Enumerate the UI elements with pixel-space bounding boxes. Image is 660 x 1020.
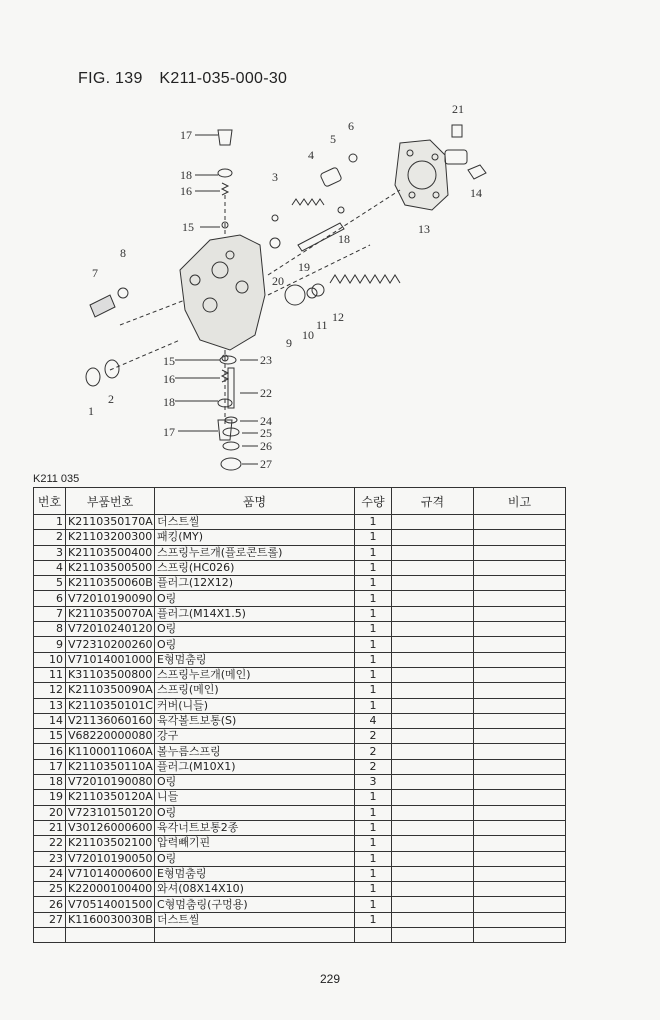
quantity: 1 xyxy=(355,912,392,927)
remark xyxy=(474,897,566,912)
remark xyxy=(474,545,566,560)
spec xyxy=(392,912,474,927)
quantity: 2 xyxy=(355,729,392,744)
part-name: 압력빼기핀 xyxy=(155,836,355,851)
quantity: 1 xyxy=(355,790,392,805)
part-number: V72010190090 xyxy=(66,591,155,606)
svg-text:21: 21 xyxy=(452,102,464,116)
quantity: 1 xyxy=(355,576,392,591)
svg-text:15: 15 xyxy=(182,220,194,234)
plug-5 xyxy=(320,167,342,187)
parts-table-body xyxy=(34,515,566,943)
row-number: 23 xyxy=(34,851,66,866)
quantity: 4 xyxy=(355,713,392,728)
remark xyxy=(474,805,566,820)
quantity: 1 xyxy=(355,622,392,637)
empty-cell xyxy=(392,928,474,943)
svg-text:2: 2 xyxy=(108,392,114,406)
quantity: 1 xyxy=(355,637,392,652)
table-row-empty xyxy=(34,928,566,943)
table-row xyxy=(34,591,566,606)
remark xyxy=(474,560,566,575)
remark xyxy=(474,576,566,591)
spec xyxy=(392,866,474,881)
row-number: 18 xyxy=(34,775,66,790)
svg-text:14: 14 xyxy=(470,186,482,200)
table-row xyxy=(34,820,566,835)
svg-text:10: 10 xyxy=(302,328,314,342)
part-name: E형멈춤링 xyxy=(155,866,355,881)
part-number: K21103502100 xyxy=(66,836,155,851)
part-number: V21136060160 xyxy=(66,713,155,728)
quantity: 1 xyxy=(355,882,392,897)
dust-seal-1 xyxy=(86,368,100,386)
part-number: V72010240120 xyxy=(66,622,155,637)
remark xyxy=(474,729,566,744)
svg-text:13: 13 xyxy=(418,222,430,236)
part-number: K2110350110A xyxy=(66,759,155,774)
table-header-row xyxy=(34,488,566,515)
remark xyxy=(474,652,566,667)
spec xyxy=(392,560,474,575)
row-number: 14 xyxy=(34,713,66,728)
spec xyxy=(392,606,474,621)
spec xyxy=(392,729,474,744)
part-name: 패킹(MY) xyxy=(155,530,355,545)
row-number: 21 xyxy=(34,820,66,835)
part-number: K2110350090A xyxy=(66,683,155,698)
svg-text:16: 16 xyxy=(180,184,192,198)
row-number: 7 xyxy=(34,606,66,621)
remark xyxy=(474,882,566,897)
quantity: 1 xyxy=(355,805,392,820)
table-row xyxy=(34,851,566,866)
remark xyxy=(474,591,566,606)
remark xyxy=(474,667,566,682)
remark xyxy=(474,775,566,790)
remark xyxy=(474,866,566,881)
quantity: 1 xyxy=(355,515,392,530)
quantity: 1 xyxy=(355,836,392,851)
empty-cell xyxy=(66,928,155,943)
quantity: 1 xyxy=(355,851,392,866)
svg-text:5: 5 xyxy=(330,132,336,146)
part-name: E형멈춤링 xyxy=(155,652,355,667)
part-number: K2110350170A xyxy=(66,515,155,530)
part-number: K31103500800 xyxy=(66,667,155,682)
spec xyxy=(392,530,474,545)
row-number: 2 xyxy=(34,530,66,545)
remark xyxy=(474,530,566,545)
col-remark-header: 비고 xyxy=(474,488,566,515)
svg-text:19: 19 xyxy=(298,260,310,274)
quantity: 1 xyxy=(355,606,392,621)
row-number: 16 xyxy=(34,744,66,759)
part-name: O링 xyxy=(155,637,355,652)
part-name: 플러그(12X12) xyxy=(155,576,355,591)
quantity: 1 xyxy=(355,897,392,912)
page-number: 229 xyxy=(319,972,341,986)
quantity: 1 xyxy=(355,698,392,713)
remark xyxy=(474,744,566,759)
spec xyxy=(392,775,474,790)
part-name: O링 xyxy=(155,851,355,866)
part-name: 스프링누르개(플로콘트롤) xyxy=(155,545,355,560)
row-number: 20 xyxy=(34,805,66,820)
row-number: 24 xyxy=(34,866,66,881)
svg-text:18: 18 xyxy=(163,395,175,409)
row-number: 11 xyxy=(34,667,66,682)
remark xyxy=(474,820,566,835)
table-row xyxy=(34,560,566,575)
part-number: K21103500400 xyxy=(66,545,155,560)
row-number: 19 xyxy=(34,790,66,805)
parts-table xyxy=(33,487,566,943)
row-number: 15 xyxy=(34,729,66,744)
plug-17-upper xyxy=(218,130,232,145)
table-row xyxy=(34,897,566,912)
col-qty-header: 수량 xyxy=(355,488,392,515)
part-name: O링 xyxy=(155,622,355,637)
part-number: V71014000600 xyxy=(66,866,155,881)
part-number: V72010190080 xyxy=(66,775,155,790)
row-number: 27 xyxy=(34,912,66,927)
exploded-view-diagram xyxy=(60,95,520,480)
table-row xyxy=(34,805,566,820)
svg-text:3: 3 xyxy=(272,170,278,184)
spec xyxy=(392,882,474,897)
svg-text:25: 25 xyxy=(260,426,272,440)
spec xyxy=(392,591,474,606)
empty-cell xyxy=(155,928,355,943)
svg-text:15: 15 xyxy=(163,354,175,368)
row-number: 10 xyxy=(34,652,66,667)
row-number: 5 xyxy=(34,576,66,591)
part-name: 스프링(메인) xyxy=(155,683,355,698)
part-name: 볼누름스프링 xyxy=(155,744,355,759)
dust-seal-27 xyxy=(221,458,241,470)
table-row xyxy=(34,775,566,790)
remark xyxy=(474,606,566,621)
spec xyxy=(392,820,474,835)
part-number: K1160030030B xyxy=(66,912,155,927)
empty-cell xyxy=(355,928,392,943)
part-name: 플러그(M10X1) xyxy=(155,759,355,774)
svg-text:4: 4 xyxy=(308,148,314,162)
table-row xyxy=(34,698,566,713)
quantity: 1 xyxy=(355,591,392,606)
spec xyxy=(392,652,474,667)
part-number: K1100011060A xyxy=(66,744,155,759)
part-name: 강구 xyxy=(155,729,355,744)
spec xyxy=(392,622,474,637)
col-spec-header: 규격 xyxy=(392,488,474,515)
remark xyxy=(474,790,566,805)
quantity: 1 xyxy=(355,667,392,682)
remark xyxy=(474,836,566,851)
spec xyxy=(392,805,474,820)
table-row xyxy=(34,576,566,591)
spec xyxy=(392,667,474,682)
svg-text:24: 24 xyxy=(260,414,272,428)
remark xyxy=(474,515,566,530)
table-row xyxy=(34,515,566,530)
part-name: 니들 xyxy=(155,790,355,805)
svg-text:23: 23 xyxy=(260,353,272,367)
pressure-pin xyxy=(228,368,234,408)
part-name: 스프링(HC026) xyxy=(155,560,355,575)
part-number: K2110350120A xyxy=(66,790,155,805)
row-number: 12 xyxy=(34,683,66,698)
part-name: 더스트씰 xyxy=(155,912,355,927)
table-row xyxy=(34,652,566,667)
spec xyxy=(392,713,474,728)
figure-number: FIG. 139 xyxy=(78,70,143,87)
part-number: V72310150120 xyxy=(66,805,155,820)
remark xyxy=(474,912,566,927)
row-number: 22 xyxy=(34,836,66,851)
col-part-no-header: 부품번호 xyxy=(66,488,155,515)
row-number: 6 xyxy=(34,591,66,606)
quantity: 3 xyxy=(355,775,392,790)
svg-text:26: 26 xyxy=(260,439,272,453)
svg-text:22: 22 xyxy=(260,386,272,400)
part-name: 육각볼트보통(S) xyxy=(155,713,355,728)
part-number: V70514001500 xyxy=(66,897,155,912)
spec xyxy=(392,515,474,530)
part-number: K2110350070A xyxy=(66,606,155,621)
part-name: 커버(니들) xyxy=(155,698,355,713)
quantity: 1 xyxy=(355,683,392,698)
table-row xyxy=(34,637,566,652)
quantity: 1 xyxy=(355,652,392,667)
hex-bolt xyxy=(468,165,486,179)
part-number: K21103200300 xyxy=(66,530,155,545)
col-no-header: 번호 xyxy=(34,488,66,515)
svg-text:18: 18 xyxy=(338,232,350,246)
part-name: 와셔(08X14X10) xyxy=(155,882,355,897)
part-name: 스프링누르개(메인) xyxy=(155,667,355,682)
svg-text:16: 16 xyxy=(163,372,175,386)
spec xyxy=(392,545,474,560)
part-number: V72010190050 xyxy=(66,851,155,866)
quantity: 1 xyxy=(355,560,392,575)
part-name: C형멈춤링(구멍용) xyxy=(155,897,355,912)
row-number: 3 xyxy=(34,545,66,560)
row-number: 8 xyxy=(34,622,66,637)
spec xyxy=(392,851,474,866)
plug-7 xyxy=(90,295,115,317)
table-row xyxy=(34,545,566,560)
table-row xyxy=(34,530,566,545)
quantity: 1 xyxy=(355,545,392,560)
remark xyxy=(474,622,566,637)
section-label: K211 035 xyxy=(33,473,80,485)
svg-text:1: 1 xyxy=(88,404,94,418)
assembly-code: K211-035-000-30 xyxy=(159,70,288,87)
row-number: 4 xyxy=(34,560,66,575)
svg-text:9: 9 xyxy=(286,336,292,350)
quantity: 1 xyxy=(355,866,392,881)
row-number: 17 xyxy=(34,759,66,774)
empty-cell xyxy=(474,928,566,943)
svg-text:20: 20 xyxy=(272,274,284,288)
svg-text:6: 6 xyxy=(348,119,354,133)
table-row xyxy=(34,882,566,897)
spec xyxy=(392,759,474,774)
row-number: 25 xyxy=(34,882,66,897)
part-number: V68220000080 xyxy=(66,729,155,744)
remark xyxy=(474,713,566,728)
table-row xyxy=(34,683,566,698)
table-row xyxy=(34,759,566,774)
spec xyxy=(392,683,474,698)
table-row xyxy=(34,866,566,881)
quantity: 2 xyxy=(355,759,392,774)
empty-cell xyxy=(34,928,66,943)
table-row xyxy=(34,606,566,621)
part-number: K22000100400 xyxy=(66,882,155,897)
row-number: 9 xyxy=(34,637,66,652)
row-number: 1 xyxy=(34,515,66,530)
table-row xyxy=(34,667,566,682)
spring-12 xyxy=(330,275,400,283)
svg-text:11: 11 xyxy=(316,318,328,332)
part-number: V72310200260 xyxy=(66,637,155,652)
svg-text:18: 18 xyxy=(180,168,192,182)
spec xyxy=(392,744,474,759)
svg-text:8: 8 xyxy=(120,246,126,260)
remark xyxy=(474,851,566,866)
table-row xyxy=(34,912,566,927)
remark xyxy=(474,637,566,652)
table-row xyxy=(34,744,566,759)
col-name-header: 품명 xyxy=(155,488,355,515)
spec xyxy=(392,698,474,713)
svg-text:7: 7 xyxy=(92,266,98,280)
table-row xyxy=(34,836,566,851)
table-row xyxy=(34,790,566,805)
remark xyxy=(474,759,566,774)
part-number: V71014001000 xyxy=(66,652,155,667)
svg-text:17: 17 xyxy=(163,425,175,439)
table-row xyxy=(34,713,566,728)
part-name: O링 xyxy=(155,805,355,820)
spec xyxy=(392,576,474,591)
spec xyxy=(392,836,474,851)
needle-cover xyxy=(395,140,448,210)
remark xyxy=(474,683,566,698)
part-number: K2110350060B xyxy=(66,576,155,591)
spec xyxy=(392,637,474,652)
row-number: 13 xyxy=(34,698,66,713)
svg-text:17: 17 xyxy=(180,128,192,142)
figure-title xyxy=(78,70,299,88)
table-row xyxy=(34,729,566,744)
hex-nut xyxy=(452,125,462,137)
quantity: 2 xyxy=(355,744,392,759)
valve-body xyxy=(180,235,265,350)
part-number: V30126000600 xyxy=(66,820,155,835)
quantity: 1 xyxy=(355,530,392,545)
remark xyxy=(474,698,566,713)
table-row xyxy=(34,622,566,637)
row-number: 26 xyxy=(34,897,66,912)
part-name: O링 xyxy=(155,591,355,606)
quantity: 1 xyxy=(355,820,392,835)
spec xyxy=(392,790,474,805)
part-number: K21103500500 xyxy=(66,560,155,575)
part-name: O링 xyxy=(155,775,355,790)
svg-text:12: 12 xyxy=(332,310,344,324)
part-number: K2110350101C xyxy=(66,698,155,713)
part-name: 더스트씰 xyxy=(155,515,355,530)
part-name: 육각너트보통2종 xyxy=(155,820,355,835)
part-name: 플러그(M14X1.5) xyxy=(155,606,355,621)
spec xyxy=(392,897,474,912)
spring-4 xyxy=(292,199,324,205)
svg-text:27: 27 xyxy=(260,457,272,471)
